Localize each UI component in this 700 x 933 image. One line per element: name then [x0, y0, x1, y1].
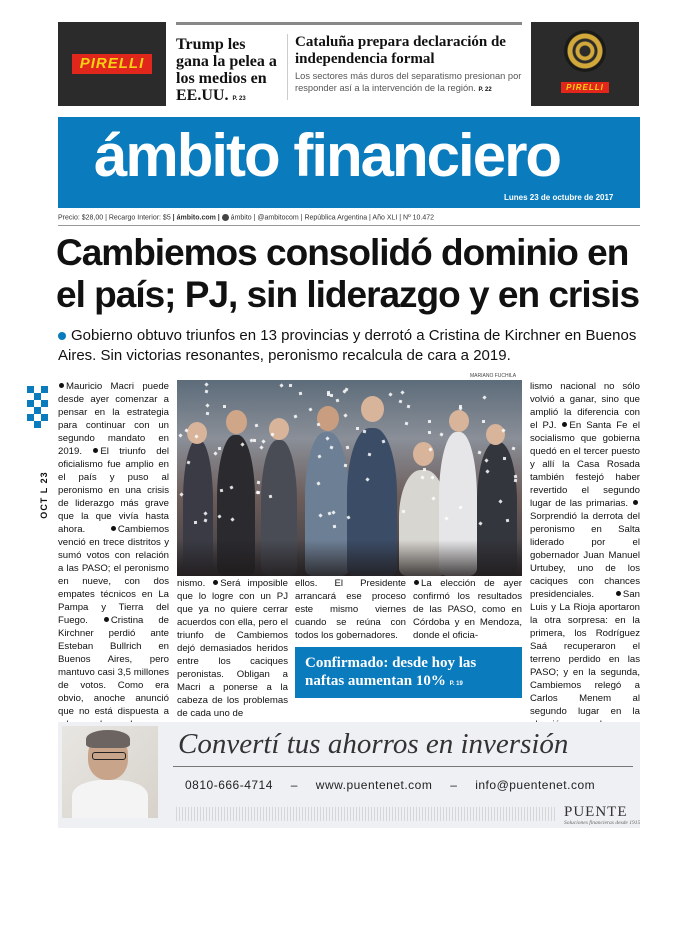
confetti-piece	[344, 414, 348, 418]
bullet-icon	[616, 591, 621, 596]
puente-ad[interactable]	[58, 722, 640, 828]
teaser-cataluna-page: P. 22	[478, 87, 492, 93]
confetti-piece	[399, 400, 403, 404]
confetti-piece	[205, 404, 209, 408]
meta-country: | República Argentina | Año XLI | Nº 10.472	[300, 214, 435, 222]
teaser-trump-title: Trump les gana la pelea a los medios en EE.UU.	[176, 36, 277, 104]
meta-rule	[58, 225, 640, 226]
confetti-piece	[482, 420, 485, 423]
confetti-piece	[259, 446, 263, 450]
teaser-trump[interactable]	[176, 36, 280, 108]
bullet-icon	[58, 332, 66, 340]
facebook-icon	[222, 214, 229, 221]
ad-fine-print	[176, 807, 556, 821]
confetti-piece	[423, 468, 426, 471]
confetti-piece	[289, 384, 292, 387]
ad-person-photo	[62, 726, 158, 818]
confetti-piece	[223, 405, 226, 408]
pirelli-ad-left[interactable]	[58, 22, 166, 106]
main-headline[interactable]: Cambiemos consolidó dominio en el país; PJ, sin liderazgo y en crisis	[56, 232, 640, 315]
confetti-piece	[477, 450, 481, 454]
masthead	[58, 117, 640, 208]
confetti-piece	[356, 427, 359, 430]
ad-rule	[173, 766, 633, 767]
ad-title: Convertí tus ahorros en inversión	[178, 728, 569, 760]
confetti-piece	[428, 431, 431, 434]
column-5	[530, 380, 640, 733]
col3-text: ellos. El Presidente arrancará ese proceso este mismo viernes cuando se reúna con todos los gobernadores.	[295, 578, 406, 641]
teaser-cataluna-summary	[295, 70, 523, 96]
confetti-piece	[269, 495, 273, 499]
ad-site[interactable]: www.puentenet.com	[315, 778, 433, 792]
teaser-divider	[287, 34, 288, 100]
ad-phone[interactable]: 0810-666-4714	[185, 778, 273, 792]
ad-email[interactable]: info@puentenet.com	[475, 778, 596, 792]
confetti-piece	[194, 521, 197, 524]
column-3	[295, 577, 406, 642]
confetti-piece	[512, 446, 516, 450]
confetti-piece	[400, 391, 404, 395]
confetti-piece	[327, 391, 330, 394]
pirelli-ad-right[interactable]	[531, 22, 639, 106]
col5-para-4: San Luis y La Rioja aportaron la otra sorpresa: en la primera, los Rodríguez Saá recuperaron el terreno perdido en las PASO; y en la segunda, Cambiemos relegó a Carlos Menem al segundo lugar en la	[530, 589, 640, 717]
deck-text: Gobierno obtuvo triunfos en 13 provincias y derrotó a Cristina de Kirchner en Buenos Aires. Sin victorias resonantes, peronismo recalcula de cara a 2019.	[58, 327, 637, 364]
col1-para-2: El triunfo del oficialismo fue amplio en el país y puso al peronismo en una crisis de liderazgo más grave que la que vivía hasta ahora.	[58, 446, 169, 535]
confetti-piece	[407, 405, 411, 409]
confetti-piece	[204, 383, 208, 387]
col2-para-2: Será imposible que lo logre con un PJ que ya no quiere cerrar acuerdos con ella, pero el triunfo de Cambiemos dejó demasiados heridos entre los caciques peronistas. Obligan a Macri a ponerse a la cabeza de los problemas de cada uno de	[177, 578, 288, 719]
col2-para-1: nismo.	[177, 578, 206, 589]
masthead-date: Lunes 23 de octubre de 2017	[504, 193, 614, 202]
col1-para-3: Cambiemos venció en trece distritos y sumó votos con relación a las PASO; el peronismo en nueve, con dos empates técnicos en La Pampa y Tierra del Fuego.	[58, 524, 169, 626]
bullet-icon	[414, 580, 419, 585]
ad-tagline: Soluciones financieras desde 1915	[564, 820, 641, 826]
confetti-piece	[513, 478, 517, 482]
col4-text: La elección de ayer confirmó los resultados de las PASO, como en Córdoba y en Mendoza, donde el oficia-	[413, 578, 522, 641]
bullet-icon	[213, 580, 218, 585]
confetti-piece	[330, 393, 333, 396]
confetti-piece	[503, 457, 506, 460]
confetti-piece	[253, 438, 256, 441]
meta-site[interactable]: | ámbito.com |	[172, 214, 220, 222]
teaser-cataluna[interactable]	[295, 34, 523, 96]
bullet-icon	[562, 422, 567, 427]
teaser-cataluna-title: Cataluña prepara declaración de independencia formal	[295, 34, 506, 67]
confetti-piece	[205, 390, 209, 394]
col1-para-1: Mauricio Macri puede desde ayer comenzar a pensar en la estrategia para continuar con un segundo mandato en 2019.	[58, 381, 169, 457]
confetti-piece	[213, 451, 217, 455]
confetti-piece	[405, 422, 409, 426]
promo-naftas[interactable]	[295, 647, 522, 698]
bullet-icon	[104, 617, 109, 622]
masthead-title: ámbito financiero	[94, 122, 561, 189]
meta-social[interactable]: ámbito | @ambitocom	[230, 214, 299, 222]
teaser-trump-page: P. 23	[232, 96, 246, 102]
bullet-icon	[111, 526, 116, 531]
confetti-piece	[389, 392, 393, 396]
pirelli-logo-small: PIRELLI	[561, 82, 609, 93]
meta-price: Precio: $28,00 | Recargo Interior: $5	[58, 214, 171, 222]
confetti-piece	[218, 447, 221, 450]
bullet-icon	[633, 500, 638, 505]
confetti-piece	[342, 389, 346, 393]
top-rule	[176, 22, 522, 25]
col5-para-1: lismo nacional no sólo volvió a ganar, sino que amplió la diferencia con el PJ.	[530, 381, 640, 431]
side-date: OCT L 23	[39, 471, 49, 519]
confetti-piece	[294, 414, 298, 418]
confetti-piece	[299, 391, 303, 395]
pirelli-logo: PIRELLI	[72, 54, 152, 74]
col5-para-2: En Santa Fe el socialismo que gobierna quedó en el tercer puesto y allí la Casa Rosada también festejó haber revertido el segundo lugar de las primarias.	[530, 420, 641, 509]
deck	[58, 326, 638, 366]
promo-page: P. 19	[449, 681, 463, 687]
confetti-piece	[482, 395, 486, 399]
confetti-piece	[262, 440, 266, 444]
column-1	[58, 380, 169, 744]
main-photo[interactable]	[177, 380, 522, 576]
promo-title: Confirmado: desde hoy las naftas aumentan 10%	[305, 655, 477, 689]
bullet-icon	[93, 448, 98, 453]
column-4	[413, 577, 522, 642]
confetti-piece	[336, 398, 340, 402]
confetti-piece	[316, 422, 320, 426]
confetti-piece	[280, 384, 284, 388]
side-logo-icon	[27, 386, 50, 428]
bullet-icon	[59, 383, 64, 388]
confetti-piece	[309, 407, 313, 411]
teaser-cataluna-summary-text: Los sectores más duros del separatismo presionan por responder así a la intervención de la región.	[295, 71, 522, 93]
confetti-piece	[206, 411, 210, 415]
confetti-piece	[439, 432, 443, 436]
confetti-piece	[343, 464, 346, 467]
masthead-meta	[58, 214, 640, 221]
confetti-piece	[255, 424, 259, 428]
confetti-piece	[428, 420, 431, 423]
col1-para-4: Cristina de Kirchner perdió ante Esteban Bullrich en Buenos Aires, pero mantuvo casi 3,5 millones de votos. Como era obvio, anoche anunció que no está dispuesta a	[58, 615, 169, 717]
photo-credit: MARIANO FUCHILA	[470, 373, 517, 379]
confetti-piece	[179, 433, 183, 437]
col5-para-3: Sorprendió la derrota del peronismo en Salta liderado por el gobernador Juan Manuel Urtubey, uno de los caciques con chances presidenciales.	[530, 511, 640, 600]
wheel-icon	[564, 30, 606, 72]
confetti-piece	[333, 525, 336, 528]
ad-brand: PUENTE	[564, 804, 628, 820]
confetti-piece	[363, 429, 367, 433]
column-2	[177, 577, 288, 720]
ad-contact-line: 0810-666-4714 – www.puentenet.com – info@puentenet.com	[185, 778, 596, 792]
confetti-piece	[257, 480, 261, 484]
confetti-piece	[345, 445, 349, 449]
